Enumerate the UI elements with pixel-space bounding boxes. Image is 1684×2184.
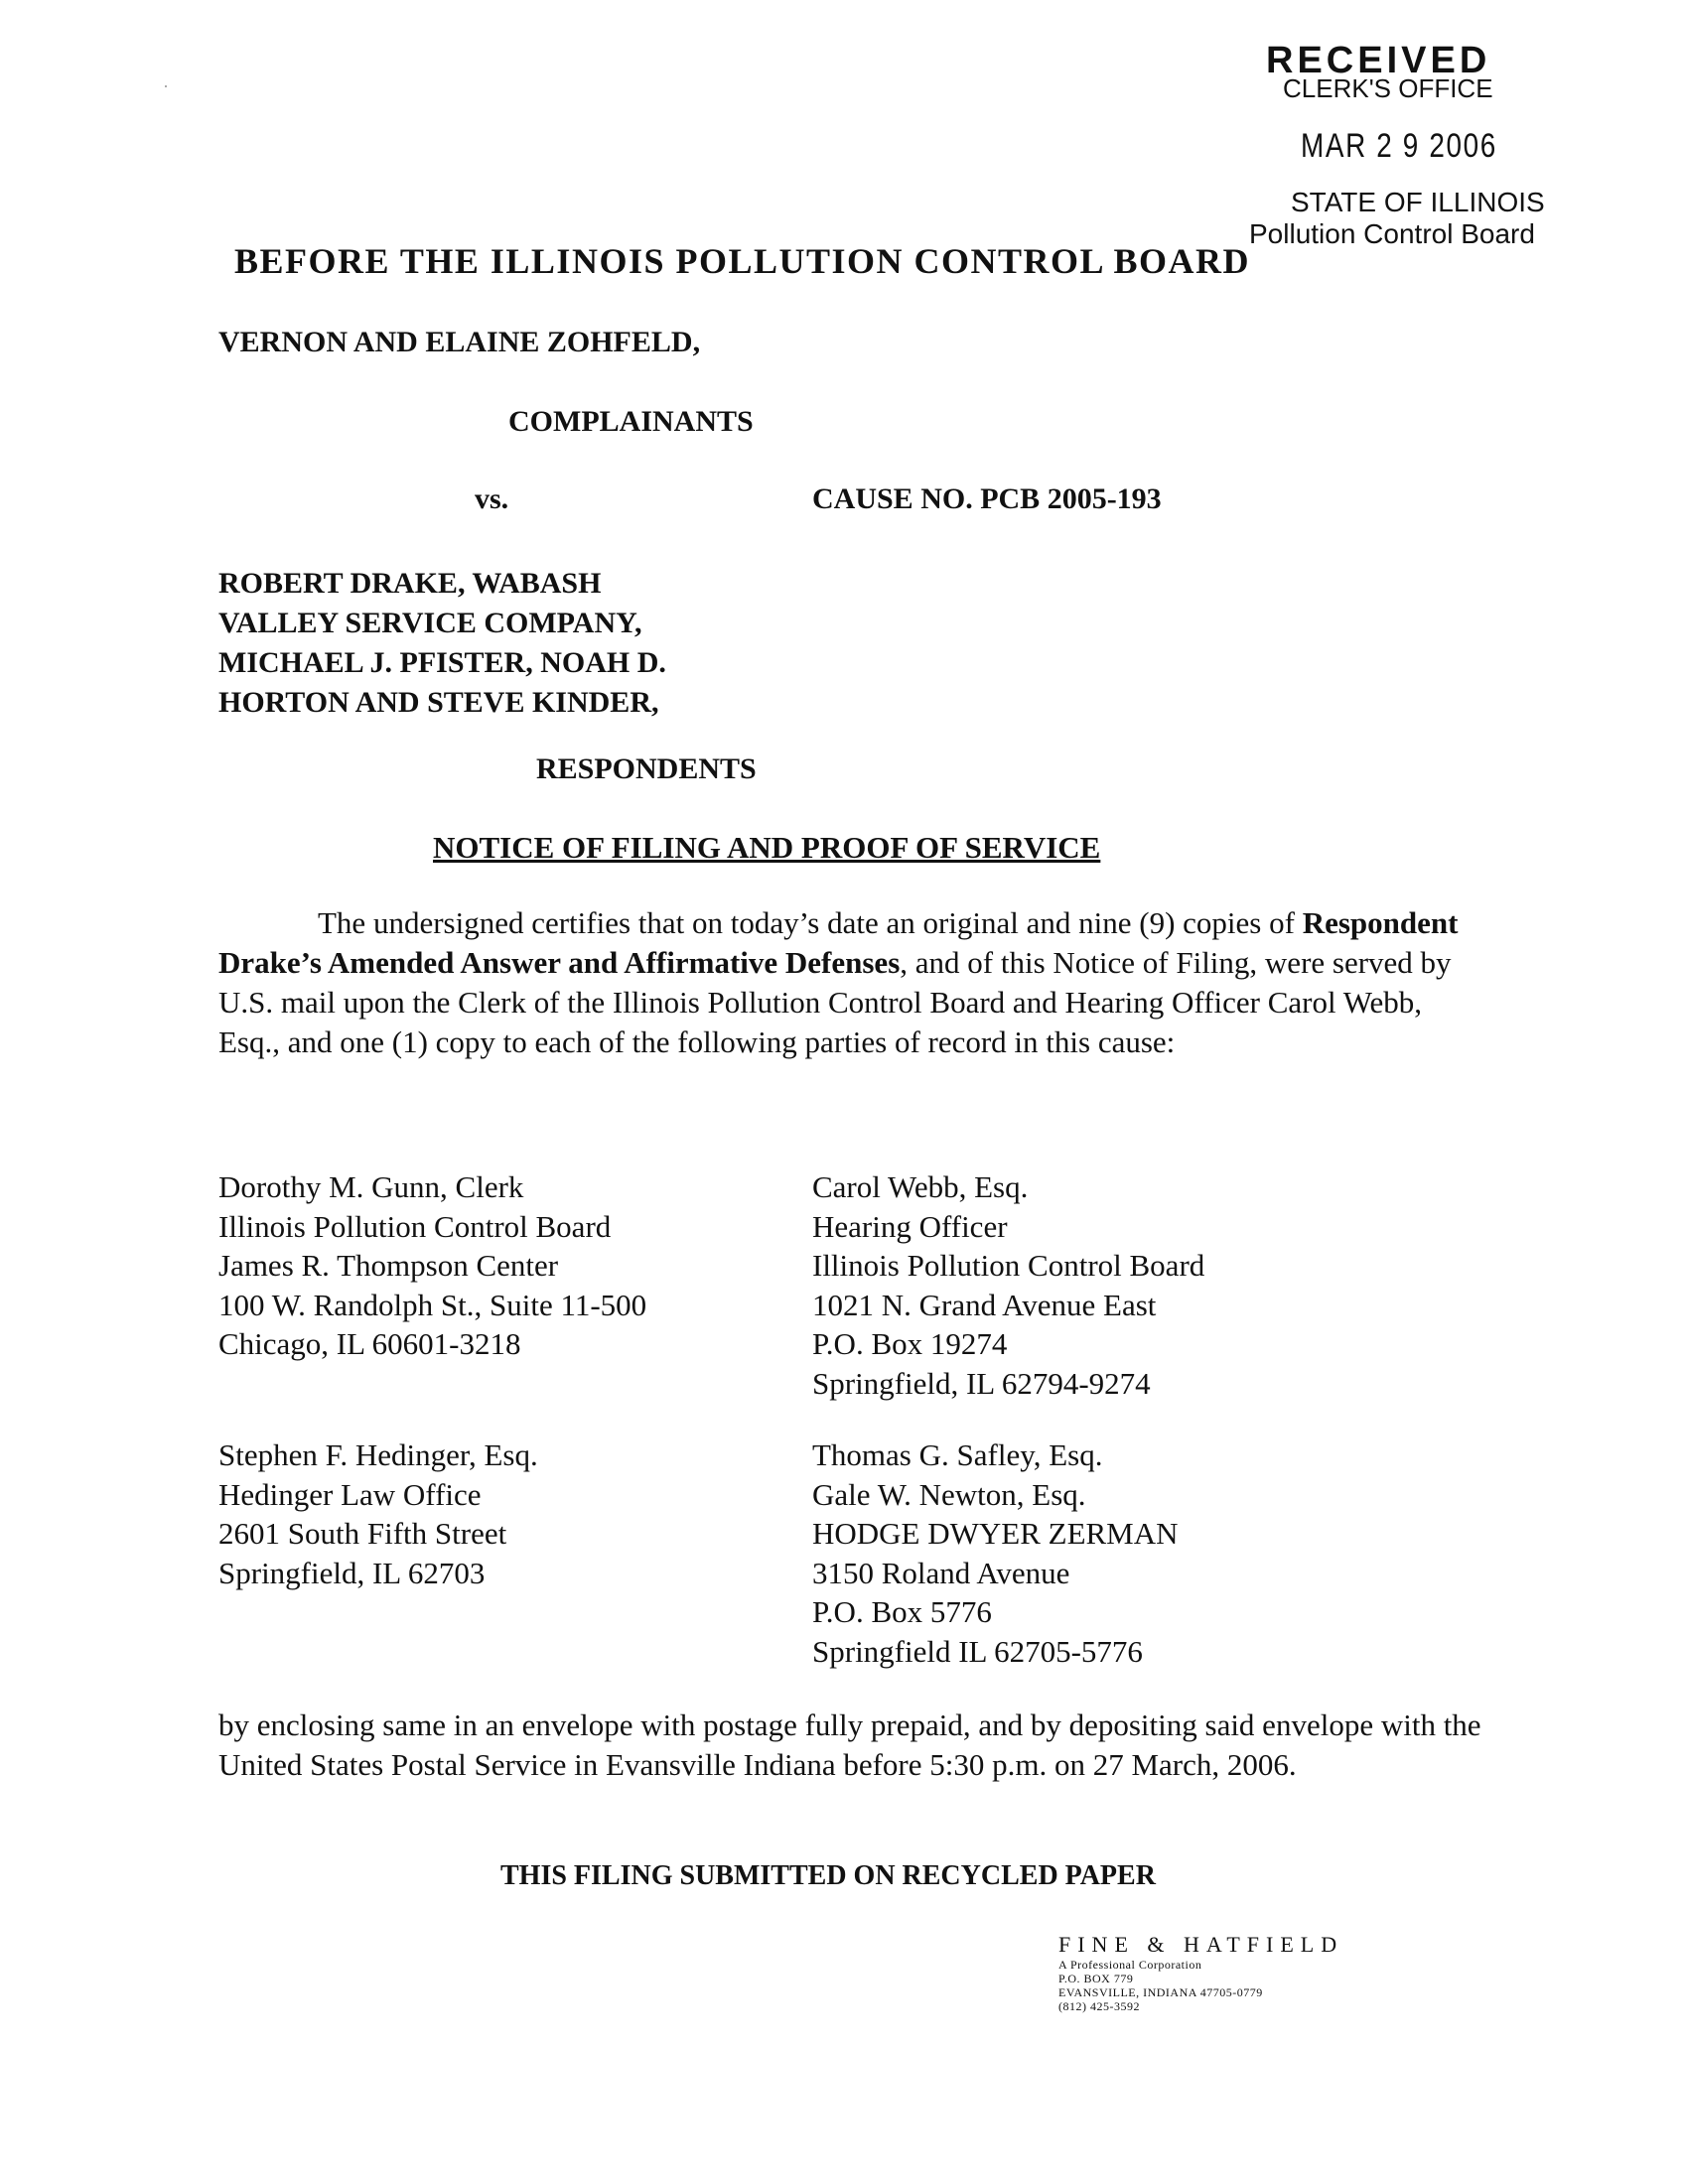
respondents-line: HORTON AND STEVE KINDER,	[218, 686, 659, 719]
firm-name: FINE & HATFIELD	[1058, 1932, 1344, 1957]
respondents-line: MICHAEL J. PFISTER, NOAH D.	[218, 646, 666, 679]
address-line: Illinois Pollution Control Board	[218, 1208, 612, 1244]
stamp-office-text: CLERK'S OFFICE	[1283, 73, 1493, 103]
closing-paragraph: by enclosing same in an envelope with postage fully prepaid, and by depositing said envelope with the United States Postal Service in Evansville Indiana before 5:30 p.m. on 27 March, 2006.	[218, 1707, 1481, 1782]
cause-number: CAUSE NO. PCB 2005-193	[812, 482, 1162, 515]
stamp-board-text: Pollution Control Board	[1249, 218, 1535, 249]
board-title: BEFORE THE ILLINOIS POLLUTION CONTROL BOARD	[234, 241, 1251, 281]
firm-phone: (812) 425-3592	[1058, 1999, 1140, 2013]
address-line: Carol Webb, Esq.	[812, 1169, 1029, 1204]
firm-city: EVANSVILLE, INDIANA 47705-0779	[1058, 1985, 1263, 1999]
certification-paragraph	[218, 903, 1479, 1062]
address-line: 3150 Roland Avenue	[812, 1555, 1070, 1590]
certification-intro: The undersigned certifies that on today’s date an original and nine (9) copies of	[318, 905, 1295, 940]
recycled-paper-notice: THIS FILING SUBMITTED ON RECYCLED PAPER	[500, 1860, 1156, 1891]
address-line: P.O. Box 5776	[812, 1594, 992, 1629]
complainants-names: VERNON AND ELAINE ZOHFELD,	[218, 326, 701, 358]
respondents-line: ROBERT DRAKE, WABASH	[218, 567, 602, 600]
stamp-state-text: STATE OF ILLINOIS	[1291, 187, 1545, 217]
address-line: HODGE DWYER ZERMAN	[812, 1516, 1179, 1551]
address-line: Dorothy M. Gunn, Clerk	[218, 1169, 524, 1204]
respondents-label: RESPONDENTS	[536, 752, 757, 785]
firm-letterhead	[1058, 1932, 1343, 2013]
address-line: Stephen F. Hedinger, Esq.	[218, 1437, 538, 1472]
address-line: Springfield, IL 62703	[218, 1555, 486, 1590]
address-line: 2601 South Fifth Street	[218, 1516, 507, 1551]
address-line: P.O. Box 19274	[812, 1326, 1008, 1361]
address-line: Chicago, IL 60601-3218	[218, 1326, 521, 1361]
address-line: Thomas G. Safley, Esq.	[812, 1437, 1103, 1472]
service-address-hearing-officer	[812, 1167, 1204, 1403]
address-line: James R. Thompson Center	[218, 1248, 559, 1283]
firm-po-box: P.O. BOX 779	[1058, 1972, 1134, 1985]
address-line: Illinois Pollution Control Board	[812, 1248, 1205, 1283]
stamp-received-text: RECEIVED	[1266, 40, 1491, 81]
address-line: Hedinger Law Office	[218, 1476, 482, 1512]
versus-label: vs.	[475, 482, 509, 515]
service-address-clerk	[218, 1167, 646, 1364]
scan-speck	[165, 85, 167, 87]
service-address-hodge-dwyer	[812, 1435, 1179, 1671]
address-line: Springfield IL 62705-5776	[812, 1633, 1143, 1669]
respondents-names	[218, 564, 666, 723]
address-line: 1021 N. Grand Avenue East	[812, 1287, 1157, 1322]
address-line: 100 W. Randolph St., Suite 11-500	[218, 1287, 647, 1322]
respondents-line: VALLEY SERVICE COMPANY,	[218, 607, 642, 639]
address-line: Hearing Officer	[812, 1208, 1008, 1244]
certification-rest: , and of this Notice of Filing, were served by U.S. mail upon the Clerk of the Illinois Pollution Control Board and Hearing Officer Carol Webb, Esq., and one (1) copy to each of the following parties of record in this cause:	[218, 945, 1452, 1059]
stamp-date: MAR 2 9 2006	[1301, 127, 1497, 165]
address-line: Gale W. Newton, Esq.	[812, 1476, 1086, 1512]
filed-document-name: Respondent Drake’s Amended Answer and Affirmative Defenses	[218, 905, 1459, 980]
service-address-hedinger	[218, 1435, 538, 1592]
notice-title: NOTICE OF FILING AND PROOF OF SERVICE	[433, 830, 1101, 865]
address-line: Springfield, IL 62794-9274	[812, 1365, 1151, 1401]
complainants-label: COMPLAINANTS	[508, 405, 754, 438]
firm-type: A Professional Corporation	[1058, 1958, 1202, 1972]
